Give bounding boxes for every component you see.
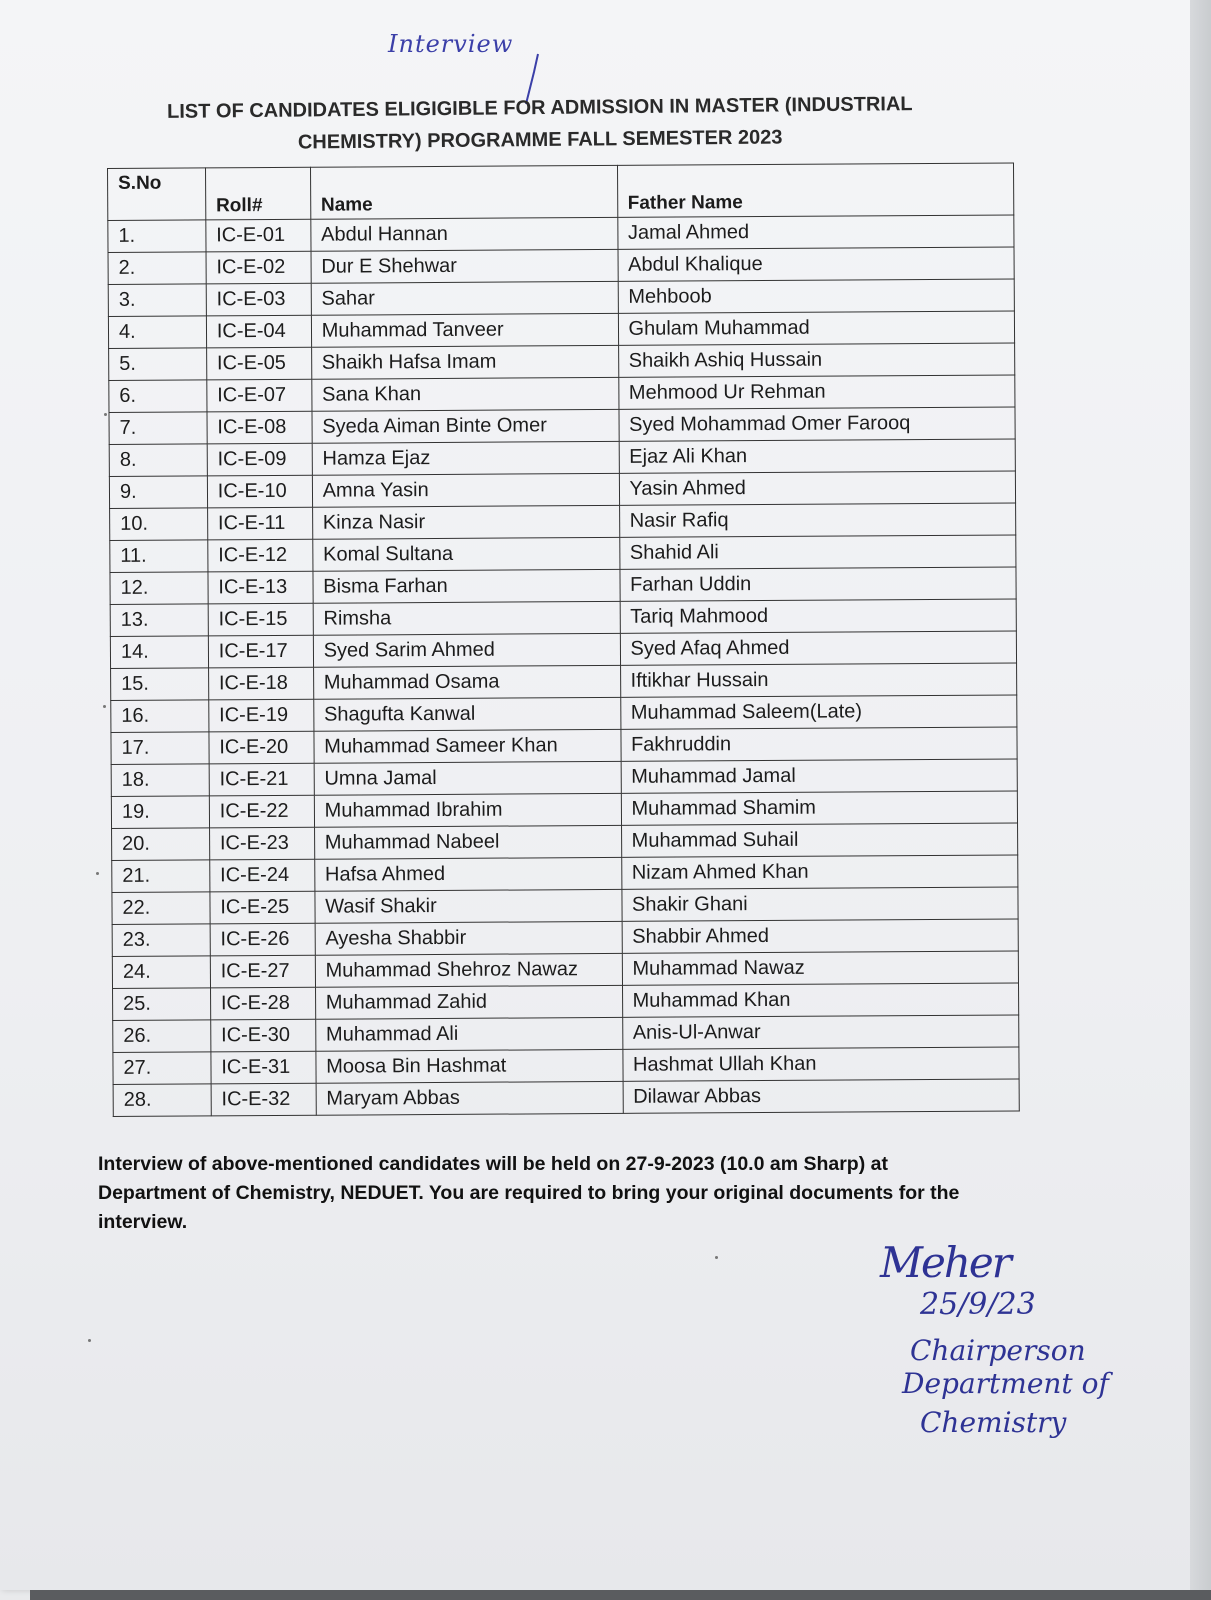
cell-roll: IC-E-04 [206,315,311,348]
cell-roll: IC-E-18 [208,667,313,700]
cell-roll: IC-E-05 [206,347,311,380]
cell-sno: 16. [111,700,209,733]
signature-role-line-1: Chairperson [910,1334,1086,1367]
header-roll: Roll# [205,167,310,220]
cell-roll: IC-E-27 [210,955,315,988]
cell-father-name: Mehboob [618,279,1015,313]
cell-father-name: Shaikh Ashiq Hussain [618,343,1015,377]
cell-name: Kinza Nasir [312,505,619,539]
cell-roll: IC-E-11 [207,507,312,540]
cell-father-name: Mehmood Ur Rehman [618,375,1015,409]
cell-father-name: Tariq Mahmood [620,599,1017,633]
cell-name: Abdul Hannan [311,217,618,251]
cell-father-name: Muhammad Khan [622,983,1019,1017]
paper-speck [88,1339,91,1342]
cell-roll: IC-E-19 [209,699,314,732]
cell-name: Syed Sarim Ahmed [313,633,620,667]
cell-roll: IC-E-15 [208,603,313,636]
cell-roll: IC-E-03 [206,283,311,316]
signature-name: Meher [880,1238,1010,1287]
cell-sno: 13. [110,604,208,637]
header-father-name: Father Name [617,163,1014,217]
cell-father-name: Syed Afaq Ahmed [620,631,1017,665]
cell-sno: 24. [112,956,210,989]
cell-roll: IC-E-01 [206,219,311,252]
cell-name: Bisma Farhan [313,569,620,603]
cell-sno: 3. [108,284,206,317]
cell-father-name: Ejaz Ali Khan [619,439,1016,473]
title-line-2: CHEMISTRY) PROGRAMME FALL SEMESTER 2023 [297,126,783,154]
cell-father-name: Muhammad Jamal [621,759,1018,793]
table-header-row [108,163,1014,221]
cell-name: Wasif Shakir [315,889,622,923]
cell-name: Muhammad Osama [313,665,620,699]
cell-father-name: Shabbir Ahmed [622,919,1019,953]
cell-name: Komal Sultana [312,537,619,571]
cell-name: Amna Yasin [312,473,619,507]
cell-father-name: Iftikhar Hussain [620,663,1017,697]
cell-name: Dur E Shehwar [311,249,618,283]
paper-speck [96,872,99,875]
notice-line-2: Department of Chemistry, NEDUET. You are required to bring your original documents for the [98,1182,960,1204]
signature-date: 25/9/23 [920,1287,1036,1322]
cell-father-name: Farhan Uddin [619,567,1016,601]
cell-father-name: Muhammad Shamim [621,791,1018,825]
cell-name: Muhammad Nabeel [314,825,621,859]
cell-father-name: Dilawar Abbas [623,1079,1020,1113]
paper-speck [715,1256,718,1259]
cell-father-name: Ghulam Muhammad [618,311,1015,345]
signature-role-line-3: Chemistry [920,1406,1067,1439]
table-row [113,1079,1019,1117]
signature-role-line-2: Department of [902,1367,1109,1400]
cell-father-name: Yasin Ahmed [619,471,1016,505]
cell-father-name: Muhammad Suhail [621,823,1018,857]
title-line-1: LIST OF CANDIDATES ELIGIGIBLE FOR ADMISSION IN MASTER (INDUSTRIAL [166,93,913,123]
paper-speck [104,413,107,416]
cell-sno: 22. [112,892,210,925]
cell-sno: 10. [110,508,208,541]
cell-roll: IC-E-20 [209,731,314,764]
cell-name: Rimsha [313,601,620,635]
cell-name: Muhammad Ibrahim [314,793,621,827]
cell-roll: IC-E-24 [210,859,315,892]
cell-sno: 14. [110,636,208,669]
cell-father-name: Jamal Ahmed [617,215,1014,249]
cell-father-name: Hashmat Ullah Khan [622,1047,1019,1081]
cell-roll: IC-E-17 [208,635,313,668]
header-name: Name [310,165,617,219]
handwritten-interview-note: Interview [388,30,514,58]
cell-father-name: Anis-Ul-Anwar [622,1015,1019,1049]
handwritten-signature-block [880,1238,1200,1439]
notice-line-1: Interview of above-mentioned candidates will be held on 27-9-2023 (10.0 am Sharp) at [98,1153,888,1175]
cell-name: Muhammad Ali [315,1017,622,1051]
cell-name: Muhammad Zahid [315,985,622,1019]
cell-father-name: Shakir Ghani [621,887,1018,921]
table-body [108,215,1019,1117]
cell-roll: IC-E-02 [206,251,311,284]
cell-father-name: Muhammad Nawaz [622,951,1019,985]
cell-name: Umna Jamal [314,761,621,795]
cell-roll: IC-E-31 [211,1051,316,1084]
cell-sno: 2. [108,252,206,285]
header-sno: S.No [108,168,206,221]
cell-name: Shaikh Hafsa Imam [311,345,618,379]
cell-roll: IC-E-30 [211,1019,316,1052]
cell-name: Sana Khan [311,377,618,411]
cell-sno: 26. [113,1020,211,1053]
cell-roll: IC-E-10 [207,475,312,508]
cell-father-name: Fakhruddin [620,727,1017,761]
cell-roll: IC-E-07 [207,379,312,412]
cell-sno: 9. [109,476,207,509]
cell-sno: 4. [108,316,206,349]
cell-father-name: Abdul Khalique [618,247,1015,281]
cell-roll: IC-E-09 [207,443,312,476]
cell-sno: 28. [113,1084,211,1117]
bottom-surface-strip [30,1590,1211,1600]
cell-father-name: Muhammad Saleem(Late) [620,695,1017,729]
cell-sno: 18. [111,764,209,797]
cell-sno: 5. [109,348,207,381]
cell-sno: 6. [109,380,207,413]
cell-name: Hafsa Ahmed [314,857,621,891]
cell-father-name: Nasir Rafiq [619,503,1016,537]
cell-father-name: Syed Mohammad Omer Farooq [618,407,1015,441]
cell-sno: 17. [111,732,209,765]
page-edge-shadow [1190,0,1211,1600]
cell-name: Shagufta Kanwal [313,697,620,731]
cell-roll: IC-E-22 [209,795,314,828]
cell-sno: 7. [109,412,207,445]
cell-sno: 27. [113,1052,211,1085]
cell-name: Maryam Abbas [316,1081,623,1115]
cell-name: Hamza Ejaz [312,441,619,475]
cell-name: Moosa Bin Hashmat [316,1049,623,1083]
cell-name: Muhammad Sameer Khan [314,729,621,763]
cell-roll: IC-E-32 [211,1083,316,1116]
cell-sno: 12. [110,572,208,605]
cell-roll: IC-E-25 [210,891,315,924]
interview-notice [98,1150,1038,1237]
cell-sno: 15. [111,668,209,701]
cell-sno: 11. [110,540,208,573]
cell-name: Muhammad Tanveer [311,313,618,347]
cell-father-name: Nizam Ahmed Khan [621,855,1018,889]
cell-name: Sahar [311,281,618,315]
cell-father-name: Shahid Ali [619,535,1016,569]
cell-roll: IC-E-12 [208,539,313,572]
candidates-table [107,162,1020,1117]
cell-sno: 25. [113,988,211,1021]
cell-roll: IC-E-13 [208,571,313,604]
notice-line-3: interview. [98,1211,188,1233]
cell-sno: 21. [112,860,210,893]
cell-sno: 23. [112,924,210,957]
cell-roll: IC-E-28 [210,987,315,1020]
cell-name: Syeda Aiman Binte Omer [312,409,619,443]
cell-sno: 8. [109,444,207,477]
cell-roll: IC-E-08 [207,411,312,444]
cell-roll: IC-E-23 [209,827,314,860]
cell-roll: IC-E-21 [209,763,314,796]
cell-roll: IC-E-26 [210,923,315,956]
document-title [120,88,961,161]
cell-sno: 20. [112,828,210,861]
cell-name: Ayesha Shabbir [315,921,622,955]
cell-name: Muhammad Shehroz Nawaz [315,953,622,987]
cell-sno: 1. [108,220,206,253]
paper-speck [103,705,106,708]
cell-sno: 19. [111,796,209,829]
